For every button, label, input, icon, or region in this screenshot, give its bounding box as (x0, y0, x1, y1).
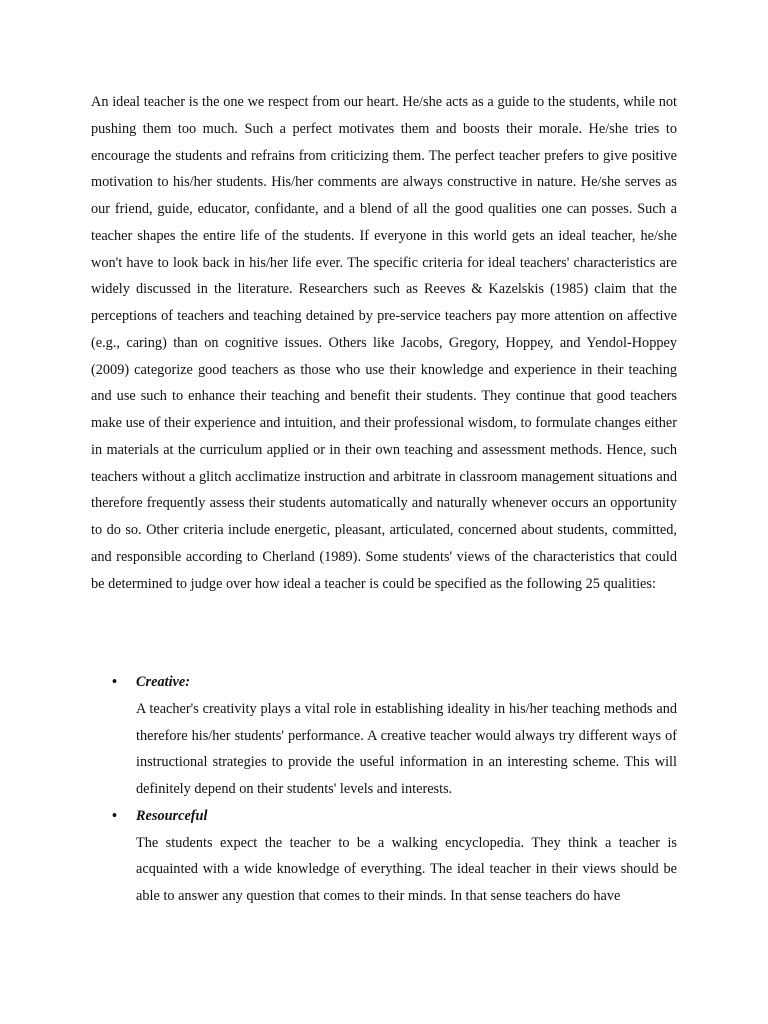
bullet-marker: • (112, 674, 118, 690)
intro-paragraph: An ideal teacher is the one we respect from our heart. He/she acts as a guide to the students, while not pushing them too much. Such a perfect motivates them and boosts their morale. He/she tries to encourage the students and refrains from criticizing them. The perfect teacher prefers to give positive motivation to his/her students. His/her comments are always constructive in nature. He/she serves as our friend, guide, educator, confidante, and a blend of all the good qualities one can posses. Such a teacher shapes the entire life of the students. If everyone in this world gets an ideal teacher, he/she won't have to look back in his/her life ever. The specific criteria for ideal teachers' characteristics are widely discussed in the literature. Researchers such as Reeves & Kazelskis (1985) claim that the perceptions of teachers and teaching detained by pre-service teachers pay more attention on affective (e.g., caring) than on cognitive issues. Others like Jacobs, Gregory, Hoppey, and Yendol-Hoppey (2009) categorize good teachers as those who use their knowledge and experience in their teaching and use such to enhance their teaching and benefit their students. They continue that good teachers make use of their experience and intuition, and their professional wisdom, to formulate changes either in materials at the curriculum applied or in their own teaching and assessment methods. Hence, such teachers without a glitch acclimatize instruction and arbitrate in classroom management situations and therefore frequently assess their students automatically and naturally whenever occurs an opportunity to do so. Other criteria include energetic, pleasant, articulated, concerned about students, committed, and responsible according to Cherland (1989). Some students' views of the characteristics that could be determined to judge over how ideal a teacher is could be specified as the following 25 qualities: (91, 94, 677, 592)
quality-title: Resourceful (136, 807, 208, 824)
quality-description: The students expect the teacher to be a walking encyclopedia. They think a teacher is acquainted with a wide knowledge of everything. The ideal teacher in their views should be able to answer any question that comes to their minds. In that sense teachers do have (136, 834, 677, 904)
list-item-creative (0, 669, 768, 803)
list-item-resourceful (0, 803, 768, 910)
qualities-list (0, 669, 768, 910)
quality-description: A teacher's creativity plays a vital role in establishing ideality in his/her teaching methods and therefore his/her students' performance. A creative teacher would always try different ways of instructional strategies to provide the useful information in an interesting scheme. This will definitely depend on their students' levels and interests. (136, 700, 677, 797)
quality-title: Creative: (136, 674, 190, 690)
bullet-marker: • (112, 807, 118, 824)
